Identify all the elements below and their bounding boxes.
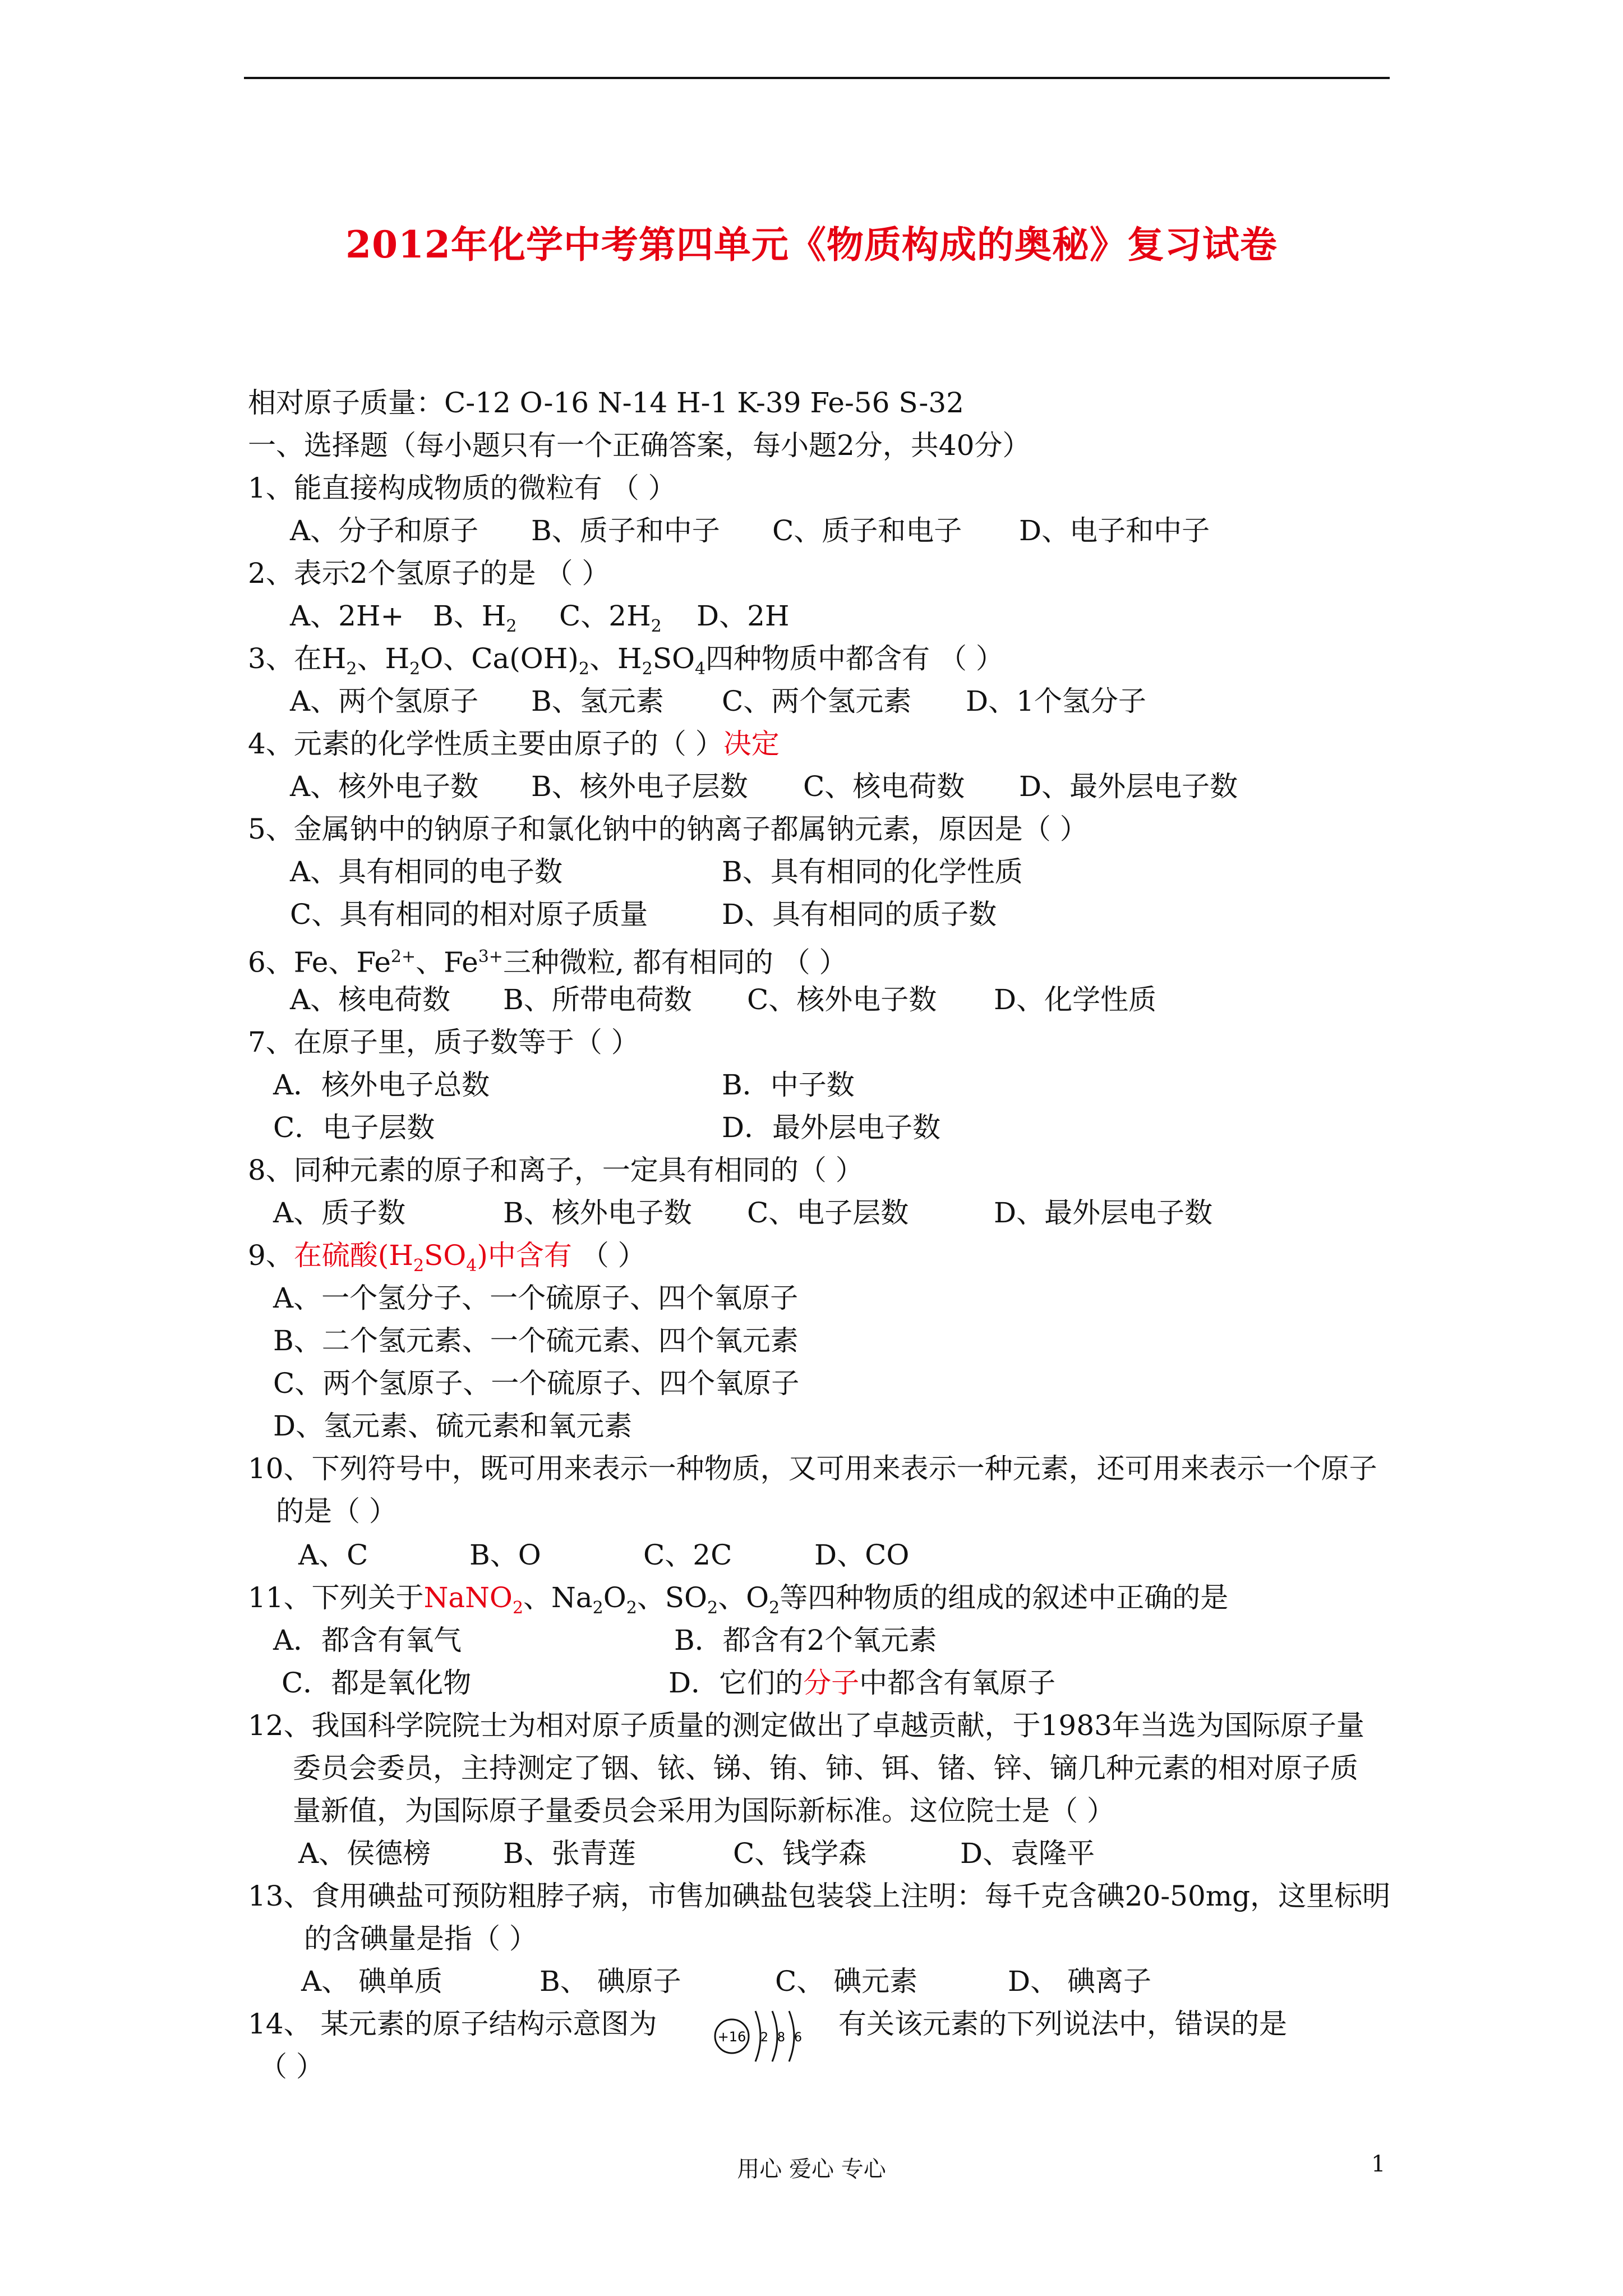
q1-option-d: D、电子和中子 — [1019, 514, 1210, 547]
q5-option-b: B、具有相同的化学性质 — [722, 855, 1023, 888]
question-4: 4、元素的化学性质主要由原子的（ ）决定 — [248, 728, 780, 760]
q7-option-b: B．中子数 — [722, 1069, 855, 1101]
q8-option-a: A、质子数 — [273, 1197, 406, 1229]
q2-option-b: B、$H_2$ — [433, 600, 517, 636]
q5-option-d: D、具有相同的质子数 — [722, 898, 997, 931]
header-rule — [244, 77, 1390, 79]
question-13: 13、食用碘盐可预防粗脖子病，市售加碘盐包装袋上注明：每千克含碘20-50mg，这里标明 — [248, 1880, 1391, 1912]
question-12-line2: 委员会委员，主持测定了铟、铱、锑、铕、铈、铒、锗、锌、镝几种元素的相对原子质 — [293, 1752, 1358, 1784]
question-5: 5、金属钠中的钠原子和氯化钠中的钠离子都属钠元素，原因是（ ） — [248, 813, 1088, 845]
q9-option-c: C、两个氢原子、一个硫原子、四个氧原子 — [273, 1367, 800, 1400]
question-11: 11、下列关于NaNO$_2$、$Na_2O_2$、$SO_2$、$O_2$等四种物质的组成的叙述中正确的是 — [248, 1581, 1229, 1618]
q9-option-a: A、一个氢分子、一个硫原子、四个氧原子 — [273, 1282, 799, 1314]
q4-option-d: D、最外层电子数 — [1019, 770, 1238, 803]
q6-option-d: D、化学性质 — [994, 983, 1157, 1016]
q1-option-a: A、分子和原子 — [290, 514, 479, 547]
question-1: 1、能直接构成物质的微粒有 （ ） — [248, 472, 676, 504]
atom-structure-diagram — [709, 2005, 816, 2067]
question-14: 14、 某元素的原子结构示意图为 — [248, 2008, 657, 2040]
question-3: 3、在$H_2$、$H_2O$、$Ca(OH)_2$、$H_2SO_4$四种物质中都含有 （ ） — [248, 642, 1004, 679]
q11-option-d: D．它们的分子中都含有氧原子 — [668, 1667, 1056, 1699]
q12-option-b: B、张青莲 — [503, 1837, 636, 1870]
q11-option-a: A．都含有氧气 — [273, 1624, 462, 1657]
shell-2-count: 8 — [777, 2031, 785, 2045]
q3-option-b: B、氢元素 — [531, 685, 664, 717]
q11-option-b: B．都含有2个氧元素 — [674, 1624, 937, 1657]
q4-option-c: C、核电荷数 — [803, 770, 965, 803]
q4-option-b: B、核外电子层数 — [531, 770, 748, 803]
question-10: 10、下列符号中，既可用来表示一种物质，又可用来表示一种元素，还可用来表示一个原子 — [248, 1452, 1377, 1485]
question-12: 12、我国科学院院士为相对原子质量的测定做出了卓越贡献，于1983年当选为国际原子量 — [248, 1709, 1364, 1742]
q11-option-c: C．都是氧化物 — [282, 1667, 472, 1699]
question-8: 8、同种元素的原子和离子，一定具有相同的（ ） — [248, 1154, 864, 1186]
q3-option-a: A、两个氢原子 — [290, 685, 479, 717]
q3-option-c: C、两个氢元素 — [722, 685, 912, 717]
q10-option-b: B、O — [469, 1539, 541, 1571]
q2-option-a: A、2H+ — [290, 600, 404, 632]
q5-option-c: C、具有相同的相对原子质量 — [290, 898, 648, 931]
q13-option-b: B、 碘原子 — [540, 1965, 681, 1998]
q7-option-d: D．最外层电子数 — [722, 1111, 941, 1144]
q12-option-a: A、侯德榜 — [298, 1837, 431, 1870]
question-14-cont: 有关该元素的下列说法中，错误的是 — [838, 2008, 1287, 2040]
question-7: 7、在原子里，质子数等于（ ） — [248, 1026, 639, 1059]
q8-option-c: C、电子层数 — [747, 1197, 909, 1229]
q3-option-d: D、1个氢分子 — [966, 685, 1146, 717]
question-10-cont: 的是（ ） — [276, 1495, 397, 1527]
q6-option-a: A、核电荷数 — [290, 983, 451, 1016]
question-12-line3: 量新值，为国际原子量委员会采用为国际新标准。这位院士是（ ） — [293, 1795, 1115, 1827]
question-2: 2、表示2个氢原子的是 （ ） — [248, 557, 610, 590]
shell-1-count: 2 — [760, 2031, 768, 2045]
shell-arc-2 — [772, 2011, 777, 2062]
q10-option-a: A、C — [298, 1539, 368, 1571]
q6-option-c: C、核外电子数 — [747, 983, 937, 1016]
q7-option-c: C．电子层数 — [273, 1111, 435, 1144]
nucleus-charge: +16 — [717, 2029, 746, 2045]
shell-3-count: 6 — [794, 2031, 802, 2045]
question-9: 9、在硫酸$(H_2SO_4)$中含有 （ ） — [248, 1239, 646, 1276]
shell-arc-3 — [789, 2011, 794, 2062]
q7-option-a: A．核外电子总数 — [273, 1069, 490, 1101]
page-footer: 用心 爱心 专心 — [737, 2156, 886, 2182]
shell-arc-1 — [755, 2011, 760, 2062]
q4-option-a: A、核外电子数 — [290, 770, 479, 803]
q8-option-d: D、最外层电子数 — [994, 1197, 1213, 1229]
page-number: 1 — [1371, 2151, 1386, 2177]
section-heading: 一、选择题（每小题只有一个正确答案，每小题2分，共40分） — [248, 429, 1031, 462]
question-6: 6、Fe、$Fe^{2+}$、$Fe^{3+}$三种微粒, 都有相同的 （ ） — [248, 946, 847, 979]
q2-option-d: D、2H — [697, 600, 790, 632]
atomic-masses: 相对原子质量：C-12 O-16 N-14 H-1 K-39 Fe-56 S-32 — [248, 386, 964, 419]
question-14-paren: （ ） — [259, 2050, 324, 2083]
q10-option-d: D、CO — [814, 1539, 910, 1571]
question-13-line2: 的含碘量是指（ ） — [304, 1922, 537, 1955]
q5-option-a: A、具有相同的电子数 — [290, 855, 563, 888]
page-title: 2012年化学中考第四单元《物质构成的奥秘》复习试卷 — [345, 223, 1278, 266]
q9-option-d: D、氢元素、硫元素和氧元素 — [273, 1410, 633, 1442]
q12-option-c: C、钱学森 — [733, 1837, 867, 1870]
q12-option-d: D、袁隆平 — [960, 1837, 1095, 1870]
q2-option-c: C、$2H_2$ — [559, 600, 662, 636]
q13-option-c: C、 碘元素 — [775, 1965, 918, 1998]
q9-option-b: B、二个氢元素、一个硫元素、四个氧元素 — [273, 1324, 799, 1357]
q1-option-b: B、质子和中子 — [531, 514, 720, 547]
q8-option-b: B、核外电子数 — [503, 1197, 692, 1229]
q13-option-d: D、 碘离子 — [1008, 1965, 1151, 1998]
q13-option-a: A、 碘单质 — [301, 1965, 443, 1998]
q1-option-c: C、质子和电子 — [772, 514, 962, 547]
q10-option-c: C、2C — [643, 1539, 732, 1571]
q6-option-b: B、所带电荷数 — [503, 983, 692, 1016]
